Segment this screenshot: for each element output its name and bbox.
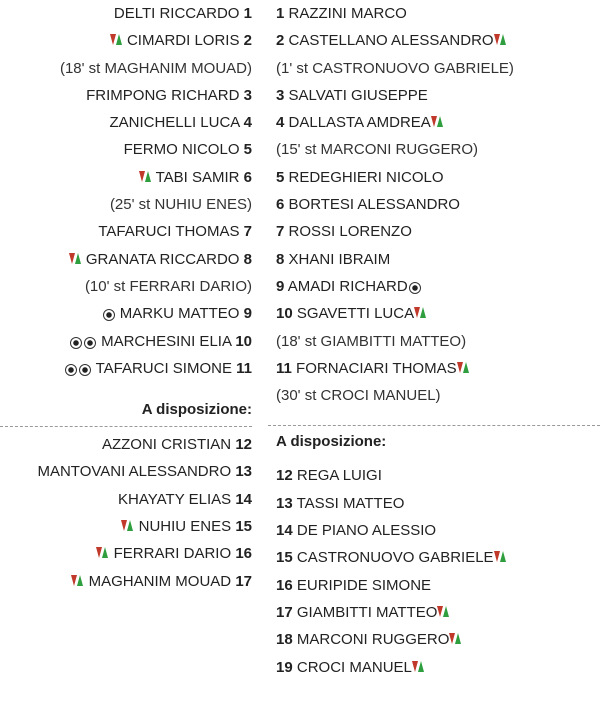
substitution-text: (10' st FERRARI DARIO) — [84, 277, 252, 295]
player-row — [268, 462, 600, 489]
substitution-arrows-icon — [414, 306, 427, 320]
player-row — [268, 164, 600, 191]
player-row — [268, 109, 600, 136]
player-name: XHANI IBRAIM — [288, 250, 391, 268]
substitution-arrows-icon — [437, 605, 450, 619]
player-row — [0, 0, 262, 27]
player-number: 4 — [276, 114, 285, 132]
player-number: 19 — [276, 658, 293, 676]
player-number: 14 — [235, 490, 252, 508]
player-name: MARCONI RUGGERO — [296, 631, 450, 649]
player-row — [268, 626, 600, 653]
player-number: 10 — [235, 332, 252, 350]
player-number: 13 — [276, 494, 293, 512]
player-row — [268, 355, 600, 382]
away-bench — [268, 462, 600, 680]
player-row — [0, 246, 262, 273]
player-number: 13 — [235, 463, 252, 481]
substitution-text: (1' st CASTRONUOVO GABRIELE) — [276, 59, 514, 77]
player-row — [268, 517, 600, 544]
player-name: REDEGHIERI NICOLO — [288, 168, 444, 186]
player-name: DALLASTA AMDREA — [288, 114, 431, 132]
player-number: 10 — [276, 305, 293, 323]
player-number: 1 — [243, 5, 252, 22]
arrow-up-icon — [443, 606, 449, 617]
player-name: TAFARUCI SIMONE — [95, 359, 232, 377]
substitution-arrows-icon — [431, 115, 444, 129]
home-bench — [0, 431, 262, 595]
player-name: MARKU MATTEO — [119, 305, 240, 323]
player-row — [268, 0, 600, 27]
player-row — [268, 654, 600, 681]
player-row — [0, 355, 262, 382]
player-row — [268, 544, 600, 571]
player-name: FRIMPONG RICHARD — [86, 86, 240, 104]
player-name: CASTELLANO ALESSANDRO — [288, 32, 494, 50]
substitution-text: (18' st GIAMBITTI MATTEO) — [276, 332, 467, 350]
arrow-up-icon — [77, 575, 83, 586]
player-row — [268, 218, 600, 245]
player-row — [268, 27, 600, 54]
player-number: 16 — [235, 545, 252, 563]
home-team-column — [0, 0, 262, 595]
substitution-note — [0, 191, 262, 218]
substitution-note — [0, 55, 262, 82]
substitution-text: (30' st CROCI MANUEL) — [276, 387, 441, 405]
soccer-ball-icon — [79, 364, 91, 376]
player-number: 6 — [243, 168, 252, 186]
substitution-arrows-icon — [121, 519, 134, 533]
substitution-arrows-icon — [71, 574, 84, 588]
player-row — [0, 486, 262, 513]
player-number: 12 — [235, 436, 252, 454]
player-row — [0, 218, 262, 245]
player-name: ZANICHELLI LUCA — [109, 114, 240, 132]
player-number: 15 — [235, 518, 252, 536]
substitution-arrows-icon — [412, 660, 425, 674]
player-row — [268, 490, 600, 517]
player-row — [268, 273, 600, 300]
substitution-note — [268, 55, 600, 82]
arrow-up-icon — [127, 520, 133, 531]
substitution-note — [0, 273, 262, 300]
arrow-up-icon — [116, 34, 122, 45]
arrow-up-icon — [437, 116, 443, 127]
substitution-note — [268, 136, 600, 163]
player-name: TABI SAMIR — [155, 168, 240, 186]
player-number: 9 — [276, 277, 285, 295]
player-name: GRANATA RICCARDO — [85, 250, 240, 268]
player-row — [268, 300, 600, 327]
player-name: BORTESI ALESSANDRO — [288, 196, 460, 214]
arrow-up-icon — [75, 253, 81, 264]
player-row — [0, 568, 262, 595]
player-row — [0, 300, 262, 327]
goals-icons — [102, 302, 116, 329]
player-name: AZZONI CRISTIAN — [101, 436, 232, 454]
player-number: 5 — [243, 141, 252, 159]
player-number: 17 — [235, 572, 252, 590]
substitution-arrows-icon — [69, 252, 82, 266]
player-number: 6 — [276, 196, 285, 214]
player-name: TAFARUCI THOMAS — [98, 223, 240, 241]
player-number: 4 — [243, 114, 252, 132]
substitution-arrows-icon — [494, 33, 507, 47]
arrow-up-icon — [463, 362, 469, 373]
player-name: FERMO NICOLO — [123, 141, 240, 159]
player-number: 17 — [276, 603, 293, 621]
player-row — [268, 82, 600, 109]
player-number: 3 — [243, 86, 252, 104]
player-name: ROSSI LORENZO — [288, 223, 412, 241]
substitution-arrows-icon — [96, 546, 109, 560]
home-bench-heading: A disposizione: — [141, 401, 252, 419]
player-number: 9 — [243, 305, 252, 323]
arrow-up-icon — [500, 34, 506, 45]
substitution-arrows-icon — [457, 361, 470, 375]
player-name: REGA LUIGI — [296, 467, 382, 485]
player-number: 11 — [236, 359, 252, 377]
arrow-up-icon — [102, 547, 108, 558]
soccer-ball-icon — [70, 337, 82, 349]
soccer-ball-icon — [103, 309, 115, 321]
arrow-up-icon — [145, 171, 151, 182]
player-name: CASTRONUOVO GABRIELE — [296, 549, 494, 567]
player-number: 16 — [276, 576, 293, 594]
home-lineup — [0, 0, 262, 382]
player-name: MANTOVANI ALESSANDRO — [37, 463, 232, 481]
player-number: 3 — [276, 86, 285, 104]
substitution-arrows-icon — [449, 632, 462, 646]
player-row — [0, 27, 262, 54]
player-row — [268, 191, 600, 218]
player-name: SGAVETTI LUCA — [296, 305, 415, 323]
player-name: TASSI MATTEO — [296, 494, 405, 512]
player-row — [0, 136, 262, 163]
player-number: 7 — [243, 223, 252, 241]
substitution-arrows-icon — [110, 33, 123, 47]
player-name: AMADI RICHARD — [287, 277, 408, 295]
away-bench-heading: A disposizione: — [276, 433, 387, 451]
player-number: 7 — [276, 223, 285, 241]
player-name: MARCHESINI ELIA — [101, 332, 232, 350]
player-name: DELTI RICCARDO — [113, 5, 240, 22]
substitution-note — [268, 382, 600, 409]
player-name: DE PIANO ALESSIO — [296, 522, 437, 540]
away-lineup — [268, 0, 600, 409]
player-number: 12 — [276, 467, 293, 485]
player-name: CROCI MANUEL — [296, 658, 412, 676]
substitution-arrows-icon — [139, 170, 152, 184]
away-team-column — [268, 0, 600, 681]
soccer-ball-icon — [65, 364, 77, 376]
player-number: 5 — [276, 168, 285, 186]
player-name: NUHIU ENES — [138, 518, 232, 536]
player-name: CIMARDI LORIS — [126, 32, 240, 50]
soccer-ball-icon — [409, 282, 421, 294]
player-name: FORNACIARI THOMAS — [296, 359, 457, 377]
substitution-arrows-icon — [494, 550, 507, 564]
player-name: MAGHANIM MOUAD — [88, 572, 232, 590]
player-number: 1 — [276, 5, 285, 22]
player-row — [0, 540, 262, 567]
player-row — [0, 109, 262, 136]
player-name: KHAYATY ELIAS — [118, 490, 232, 508]
player-row — [268, 246, 600, 273]
player-number: 14 — [276, 522, 293, 540]
player-row — [268, 572, 600, 599]
arrow-up-icon — [500, 551, 506, 562]
player-row — [0, 431, 262, 458]
player-row — [0, 458, 262, 485]
player-number: 2 — [243, 32, 252, 50]
arrow-up-icon — [455, 633, 461, 644]
goals-icons — [64, 357, 92, 384]
arrow-up-icon — [420, 307, 426, 318]
player-row — [268, 599, 600, 626]
player-number: 8 — [243, 250, 252, 268]
player-name: GIAMBITTI MATTEO — [296, 603, 438, 621]
player-number: 11 — [276, 359, 292, 377]
substitution-text: (18' st MAGHANIM MOUAD) — [59, 59, 252, 77]
substitution-note — [268, 328, 600, 355]
player-name: EURIPIDE SIMONE — [296, 576, 432, 594]
substitution-text: (25' st NUHIU ENES) — [109, 196, 252, 214]
player-row — [0, 82, 262, 109]
player-row — [0, 164, 262, 191]
player-row — [0, 513, 262, 540]
player-row — [0, 328, 262, 355]
substitution-text: (15' st MARCONI RUGGERO) — [276, 141, 479, 159]
player-number: 8 — [276, 250, 285, 268]
player-number: 15 — [276, 549, 293, 567]
goals-icons — [408, 275, 422, 302]
player-name: FERRARI DARIO — [113, 545, 232, 563]
player-name: RAZZINI MARCO — [288, 5, 407, 22]
player-number: 18 — [276, 631, 293, 649]
goals-icons — [69, 330, 97, 357]
player-name: SALVATI GIUSEPPE — [288, 86, 428, 104]
player-number: 2 — [276, 32, 285, 50]
arrow-up-icon — [418, 661, 424, 672]
soccer-ball-icon — [84, 337, 96, 349]
